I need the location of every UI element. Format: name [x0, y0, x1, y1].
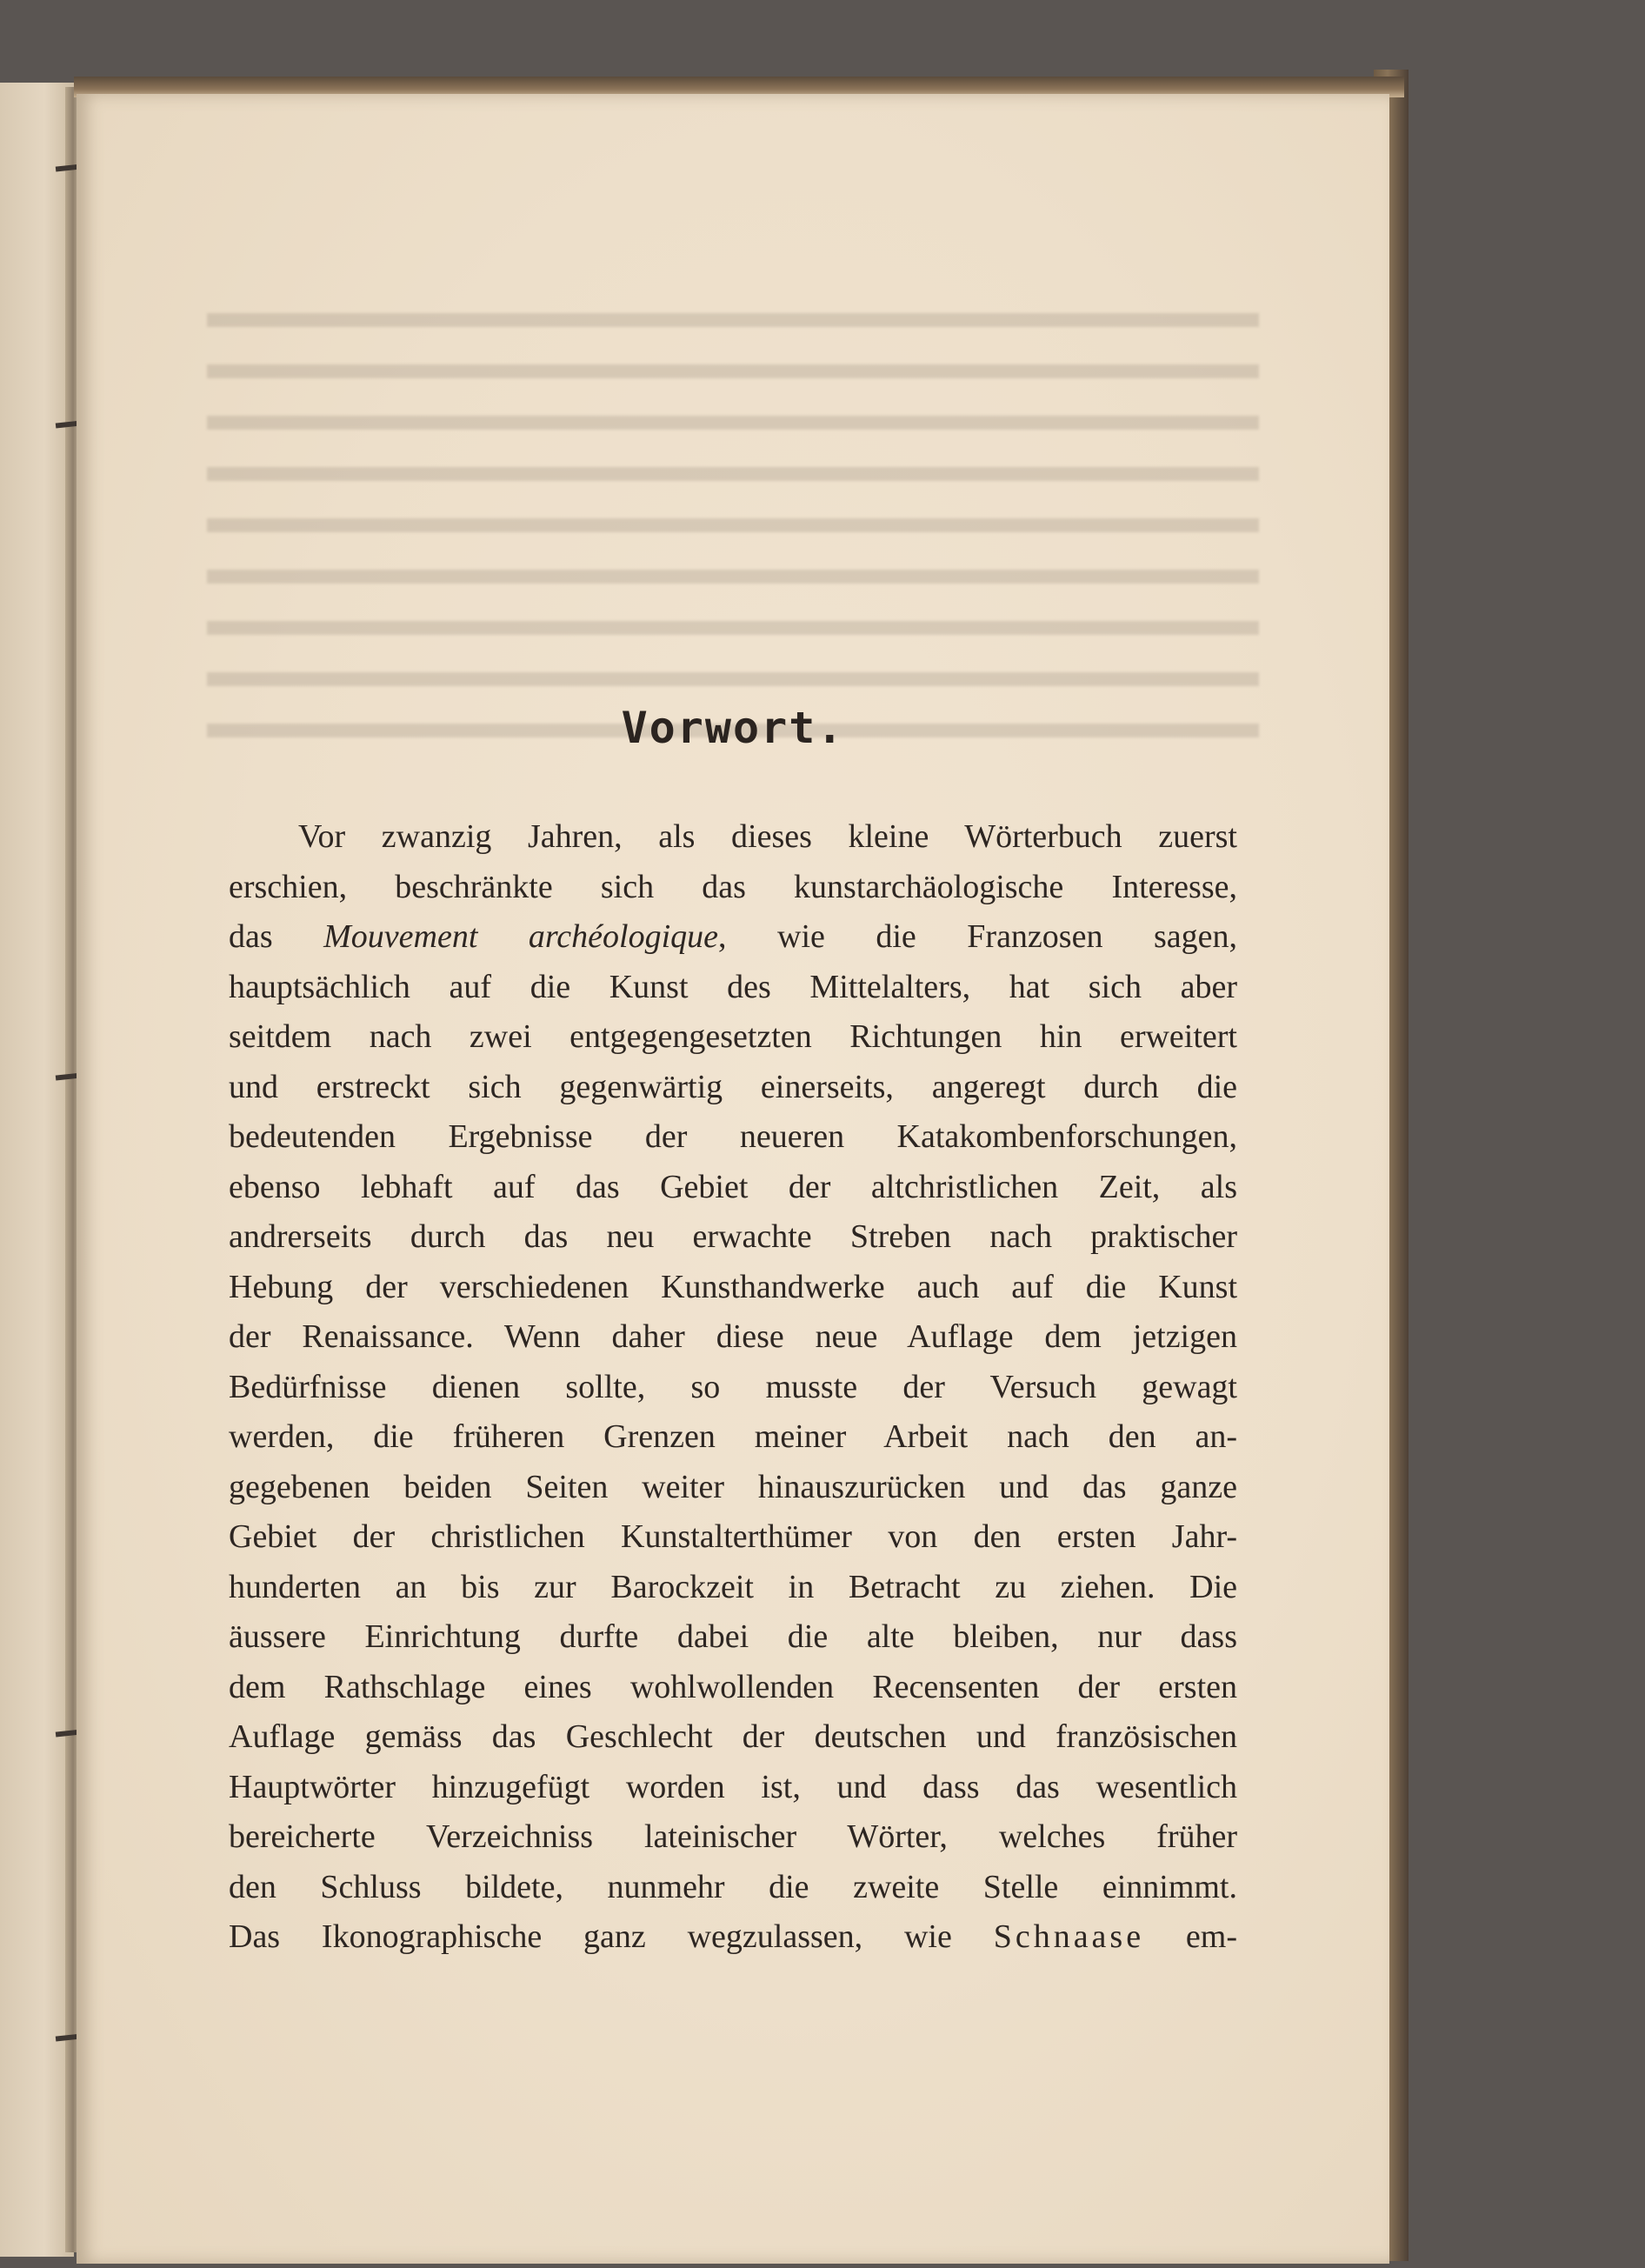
text-line: werden, die früheren Grenzen meiner Arbeit nach den an- — [229, 1418, 1237, 1455]
italic-term: Mouvement archéologique — [323, 918, 718, 955]
text-line: ebenso lebhaft auf das Gebiet der altchristlichen Zeit, als — [229, 1168, 1237, 1205]
text-line: den Schluss bildete, nunmehr die zweite Stelle einnimmt. — [229, 1868, 1237, 1905]
text-fragment: Das Ikonographische ganz wegzulassen, wie — [229, 1918, 994, 1955]
text-fragment: em- — [1144, 1918, 1237, 1955]
text-line: Bedürfnisse dienen sollte, so musste der Versuch gewagt — [229, 1368, 1237, 1405]
text-line: und erstreckt sich gegenwärtig einerseits, angeregt durch die — [229, 1068, 1237, 1105]
text-line: Auflage gemäss das Geschlecht der deutschen und französischen — [229, 1718, 1237, 1755]
text-line: seitdem nach zwei entgegengesetzten Richtungen hin erweitert — [229, 1018, 1237, 1055]
text-line: Hebung der verschiedenen Kunsthandwerke auch auf die Kunst — [229, 1268, 1237, 1305]
text-line: gegebenen beiden Seiten weiter hinauszurücken und das ganze — [229, 1468, 1237, 1505]
page-heading: Vorwort. — [621, 703, 845, 753]
text-line: bedeutenden Ergebnisse der neueren Katakombenforschungen, — [229, 1118, 1237, 1155]
text-line: dem Rathschlage eines wohlwollenden Recensenten der ersten — [229, 1668, 1237, 1705]
text-line: der Renaissance. Wenn daher diese neue Auflage dem jetzigen — [229, 1318, 1237, 1355]
text-line: hunderten an bis zur Barockzeit in Betracht zu ziehen. Die — [229, 1568, 1237, 1605]
text-line: Gebiet der christlichen Kunstalterthümer von den ersten Jahr- — [229, 1518, 1237, 1555]
text-line: Hauptwörter hinzugefügt worden ist, und dass das wesentlich — [229, 1768, 1237, 1805]
text-line — [229, 1912, 1237, 1963]
book-page — [77, 94, 1389, 2264]
text-line: hauptsächlich auf die Kunst des Mittelalters, hat sich aber — [229, 968, 1237, 1005]
text-line: äussere Einrichtung durfte dabei die alte bleiben, nur dass — [229, 1618, 1237, 1655]
text-line: Vor zwanzig Jahren, als dieses kleine Wörterbuch zuerst — [298, 818, 1237, 855]
text-fragment: , wie die Franzosen sagen, — [718, 918, 1237, 955]
text-line: andrerseits durch das neu erwachte Streben nach praktischer — [229, 1218, 1237, 1255]
preface-paragraph — [229, 812, 1237, 1963]
spaced-name: Schnaase — [993, 1918, 1145, 1955]
text-line: erschien, beschränkte sich das kunstarchäologische Interesse, — [229, 868, 1237, 905]
text-fragment: das — [229, 918, 324, 955]
left-page-edge — [0, 83, 74, 2257]
text-line: bereicherte Verzeichniss lateinischer Wörter, welches früher — [229, 1818, 1237, 1855]
text-line — [229, 912, 1237, 963]
